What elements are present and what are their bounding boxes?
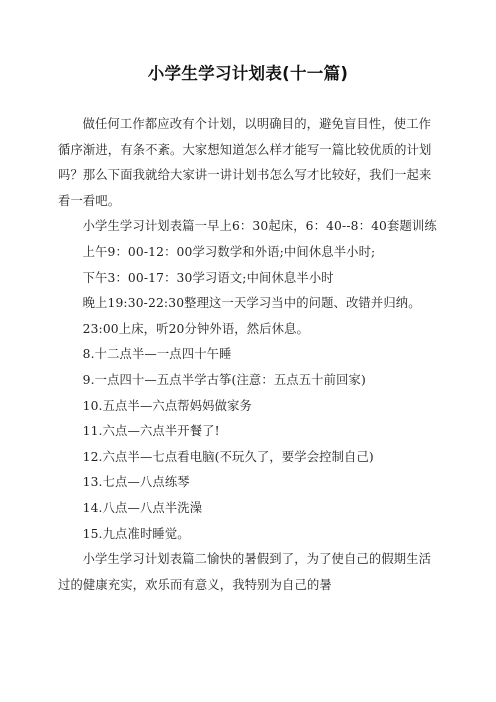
paragraph: 13.七点—八点练琴 xyxy=(82,475,190,490)
document-body xyxy=(58,112,438,598)
paragraph: 11.六点—六点半开餐了! xyxy=(82,424,220,439)
paragraph: 12.六点半—七点看电脑(不玩久了，要学会控制自己) xyxy=(82,449,374,464)
paragraph: 晚上19:30-22:30整理这一天学习当中的问题、改错并归纳。 xyxy=(82,296,421,311)
paragraph: 10.五点半—六点帮妈妈做家务 xyxy=(82,398,252,413)
paragraph: 9.一点四十—五点半学古筝(注意：五点五十前回家) xyxy=(82,372,366,387)
paragraph: 下午3：00-17：30学习语文;中间休息半小时 xyxy=(82,270,334,285)
paragraph: 23:00上床，听20分钟外语，然后休息。 xyxy=(82,321,309,336)
paragraph: 8.十二点半—一点四十午睡 xyxy=(82,347,232,362)
document-title: 小学生学习计划表(十一篇) xyxy=(147,64,349,83)
paragraph: 做任何工作都应改有个计划，以明确目的，避免盲目性，使工作循序渐进，有条不紊。大家想知道怎么样才能写一篇比较优质的计划吗？那么下面我就给大家讲一讲计划书怎么写才比较好，我们一起来看一看吧。 xyxy=(58,117,432,208)
paragraph: 14.八点—八点半洗澡 xyxy=(82,500,203,515)
paragraph: 15.九点准时睡觉。 xyxy=(82,526,190,541)
paragraph: 小学生学习计划表篇二愉快的暑假到了，为了使自己的假期生活过的健康充实，欢乐而有意义，我特别为自己的暑 xyxy=(58,552,432,592)
paragraph: 小学生学习计划表篇一早上6：30起床，6：40--8：40套题训练 xyxy=(82,219,437,234)
paragraph: 上午9：00-12：00学习数学和外语;中间休息半小时; xyxy=(82,244,376,259)
